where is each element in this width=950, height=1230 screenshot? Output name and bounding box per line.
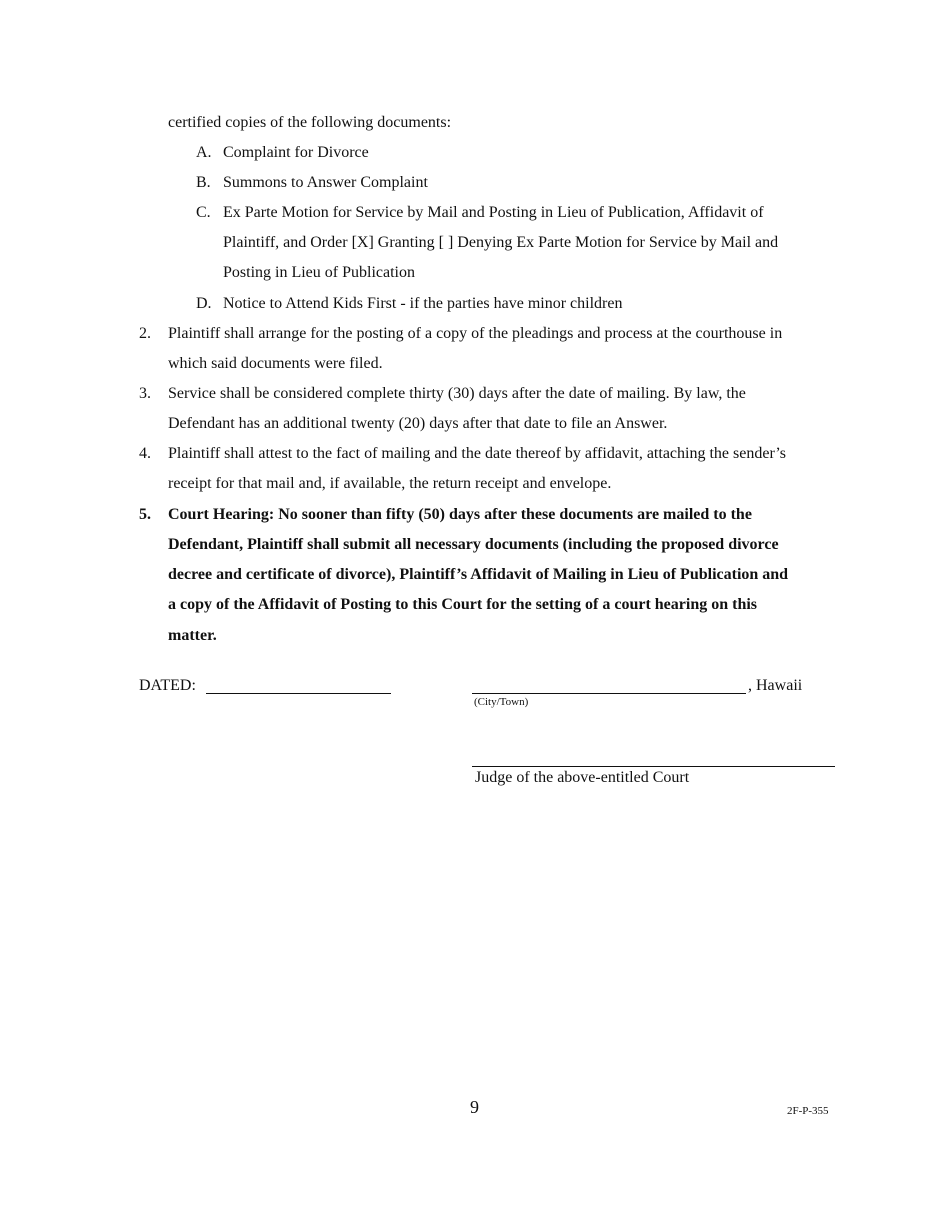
doc-d-line-1: Notice to Attend Kids First - if the parties have minor children [223, 295, 623, 312]
item-4-line-1: Plaintiff shall attest to the fact of mailing and the date thereof by affidavit, attaching the sender’s [168, 445, 787, 462]
doc-c-line-2: Plaintiff, and Order [X] Granting [ ] Denying Ex Parte Motion for Service by Mail and [223, 234, 779, 251]
state-suffix: , Hawaii [748, 677, 803, 694]
intro-line: certified copies of the following documents: [168, 114, 452, 131]
form-code: 2F-P-355 [787, 1105, 829, 1117]
item-5-line-4: a copy of the Affidavit of Posting to this Court for the setting of a court hearing on this [168, 596, 758, 613]
item-5-line-1: Court Hearing: No sooner than fifty (50) days after these documents are mailed to the [168, 506, 752, 523]
item-number-5: 5. [139, 506, 151, 523]
doc-b-line-1: Summons to Answer Complaint [223, 174, 428, 191]
item-number-3: 3. [139, 385, 151, 402]
judge-caption: Judge of the above-entitled Court [475, 769, 690, 786]
doc-c-line-1: Ex Parte Motion for Service by Mail and Posting in Lieu of Publication, Affidavit of [223, 204, 764, 221]
doc-a-line-1: Complaint for Divorce [223, 144, 369, 161]
doc-letter-b: B. [196, 174, 211, 191]
dated-label: DATED: [139, 677, 196, 694]
item-3-line-2: Defendant has an additional twenty (20) days after that date to file an Answer. [168, 415, 668, 432]
doc-letter-d: D. [196, 295, 212, 312]
page-number: 9 [470, 1097, 479, 1117]
item-number-2: 2. [139, 325, 151, 342]
item-3-line-1: Service shall be considered complete thirty (30) days after the date of mailing. By law, the [168, 385, 746, 402]
judge-signature-line[interactable] [472, 766, 835, 767]
item-5-line-5: matter. [168, 627, 217, 644]
doc-c-line-3: Posting in Lieu of Publication [223, 264, 415, 281]
item-number-4: 4. [139, 445, 151, 462]
item-5-line-3: decree and certificate of divorce), Plaintiff’s Affidavit of Mailing in Lieu of Publication and [168, 566, 789, 583]
item-2-line-1: Plaintiff shall arrange for the posting of a copy of the pleadings and process at the courthouse in [168, 325, 783, 342]
item-4-line-2: receipt for that mail and, if available, the return receipt and envelope. [168, 475, 612, 492]
doc-letter-c: C. [196, 204, 211, 221]
item-2-line-2: which said documents were filed. [168, 355, 383, 372]
item-5-line-2: Defendant, Plaintiff shall submit all necessary documents (including the proposed divorce [168, 536, 779, 553]
doc-letter-a: A. [196, 144, 212, 161]
city-town-caption: (City/Town) [474, 696, 529, 708]
date-signature-line[interactable] [206, 693, 391, 694]
